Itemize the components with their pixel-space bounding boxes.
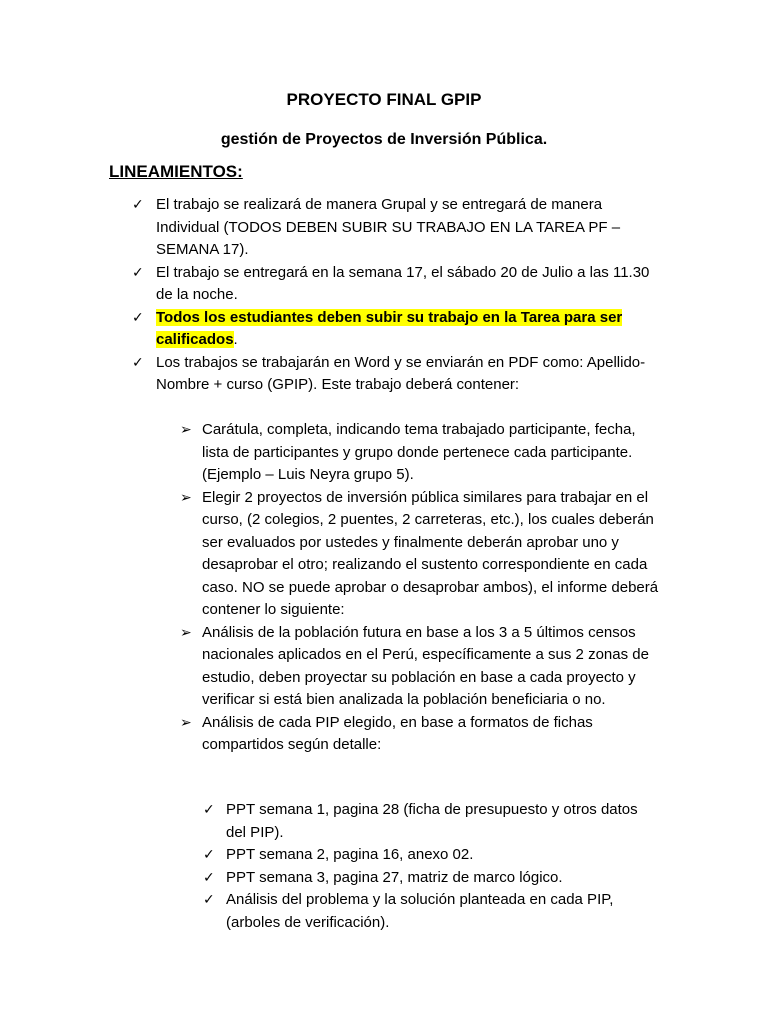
detail-text: PPT semana 1, pagina 28 (ficha de presupuesto y otros datos del PIP).	[226, 801, 638, 841]
detail-text: PPT semana 3, pagina 27, matriz de marco lógico.	[226, 868, 563, 886]
arrow-bullet-icon: ➢	[180, 422, 192, 438]
detail-text: PPT semana 2, pagina 16, anexo 02.	[226, 846, 474, 863]
content-text: Análisis de la población futura en base a los 3 a 5 últimos censos nacionales aplicados en el Perú, específicamente a sus 2 zonas de estudio, deben proyectar su población en base a cada proyecto y verificar si está bien analizada la población beneficiaria o no.	[202, 623, 649, 708]
guidelines-list	[132, 194, 652, 397]
content-item	[180, 419, 660, 487]
detail-item	[203, 799, 653, 844]
arrow-bullet-icon: ➢	[180, 489, 192, 506]
check-icon: ✓	[132, 197, 144, 213]
detail-item	[203, 867, 653, 890]
check-icon: ✓	[203, 892, 215, 908]
guideline-item	[132, 194, 652, 262]
content-text: Análisis de cada PIP elegido, en base a formatos de fichas compartidos según detalle:	[202, 713, 593, 753]
check-icon: ✓	[132, 309, 144, 326]
detail-text: Análisis del problema y la solución planteada en cada PIP, (arboles de verificación).	[226, 891, 614, 931]
content-item	[180, 487, 660, 622]
check-icon: ✓	[203, 847, 215, 863]
document-title: PROYECTO FINAL GPIP	[286, 90, 482, 109]
content-item	[180, 712, 660, 757]
check-icon: ✓	[132, 354, 144, 371]
highlighted-guideline-text: Todos los estudiantes deben subir su trabajo en la Tarea para ser calificados	[156, 308, 623, 348]
section-heading: LINEAMIENTOS:	[109, 162, 243, 181]
check-icon: ✓	[203, 869, 215, 886]
arrow-bullet-icon: ➢	[180, 714, 192, 731]
arrow-bullet-icon: ➢	[180, 624, 192, 641]
guideline-text: El trabajo se entregará en la semana 17, el sábado 20 de Julio a las 11.30 de la noche.	[156, 263, 650, 303]
check-icon: ✓	[203, 802, 215, 818]
guideline-text: Los trabajos se trabajarán en Word y se enviarán en PDF como: Apellido-Nombre + curso (GPIP). Este trabajo deberá contener:	[156, 353, 646, 393]
contents-list	[180, 419, 660, 757]
guideline-item	[132, 262, 652, 307]
content-text: Elegir 2 proyectos de inversión pública similares para trabajar en el curso, (2 colegios, 2 puentes, 2 carreteras, etc.), los cuales deberán ser evaluados por ustedes y finalmente deberán aprobar uno y desaprobar el otro; realizando el sustento correspondiente en cada caso. NO se puede aprobar o desaprobar ambos), el informe deberá contener lo siguiente:	[202, 488, 659, 618]
content-item	[180, 622, 660, 712]
guideline-suffix: .	[233, 331, 238, 348]
guideline-text: El trabajo se realizará de manera Grupal y se entregará de manera Individual (TODOS DEBEN SUBIR SU TRABAJO EN LA TAREA PF – SEMANA 17).	[156, 196, 621, 258]
detail-item	[203, 889, 653, 934]
detail-item	[203, 844, 653, 867]
document-subtitle: gestión de Proyectos de Inversión Pública.	[220, 131, 548, 148]
details-list	[203, 799, 653, 934]
guideline-item	[132, 352, 652, 397]
guideline-item	[132, 307, 652, 352]
check-icon: ✓	[132, 264, 144, 281]
content-text: Carátula, completa, indicando tema trabajado participante, fecha, lista de participantes y grupo donde pertenece cada participante. (Ejemplo – Luis Neyra grupo 5).	[202, 421, 636, 483]
